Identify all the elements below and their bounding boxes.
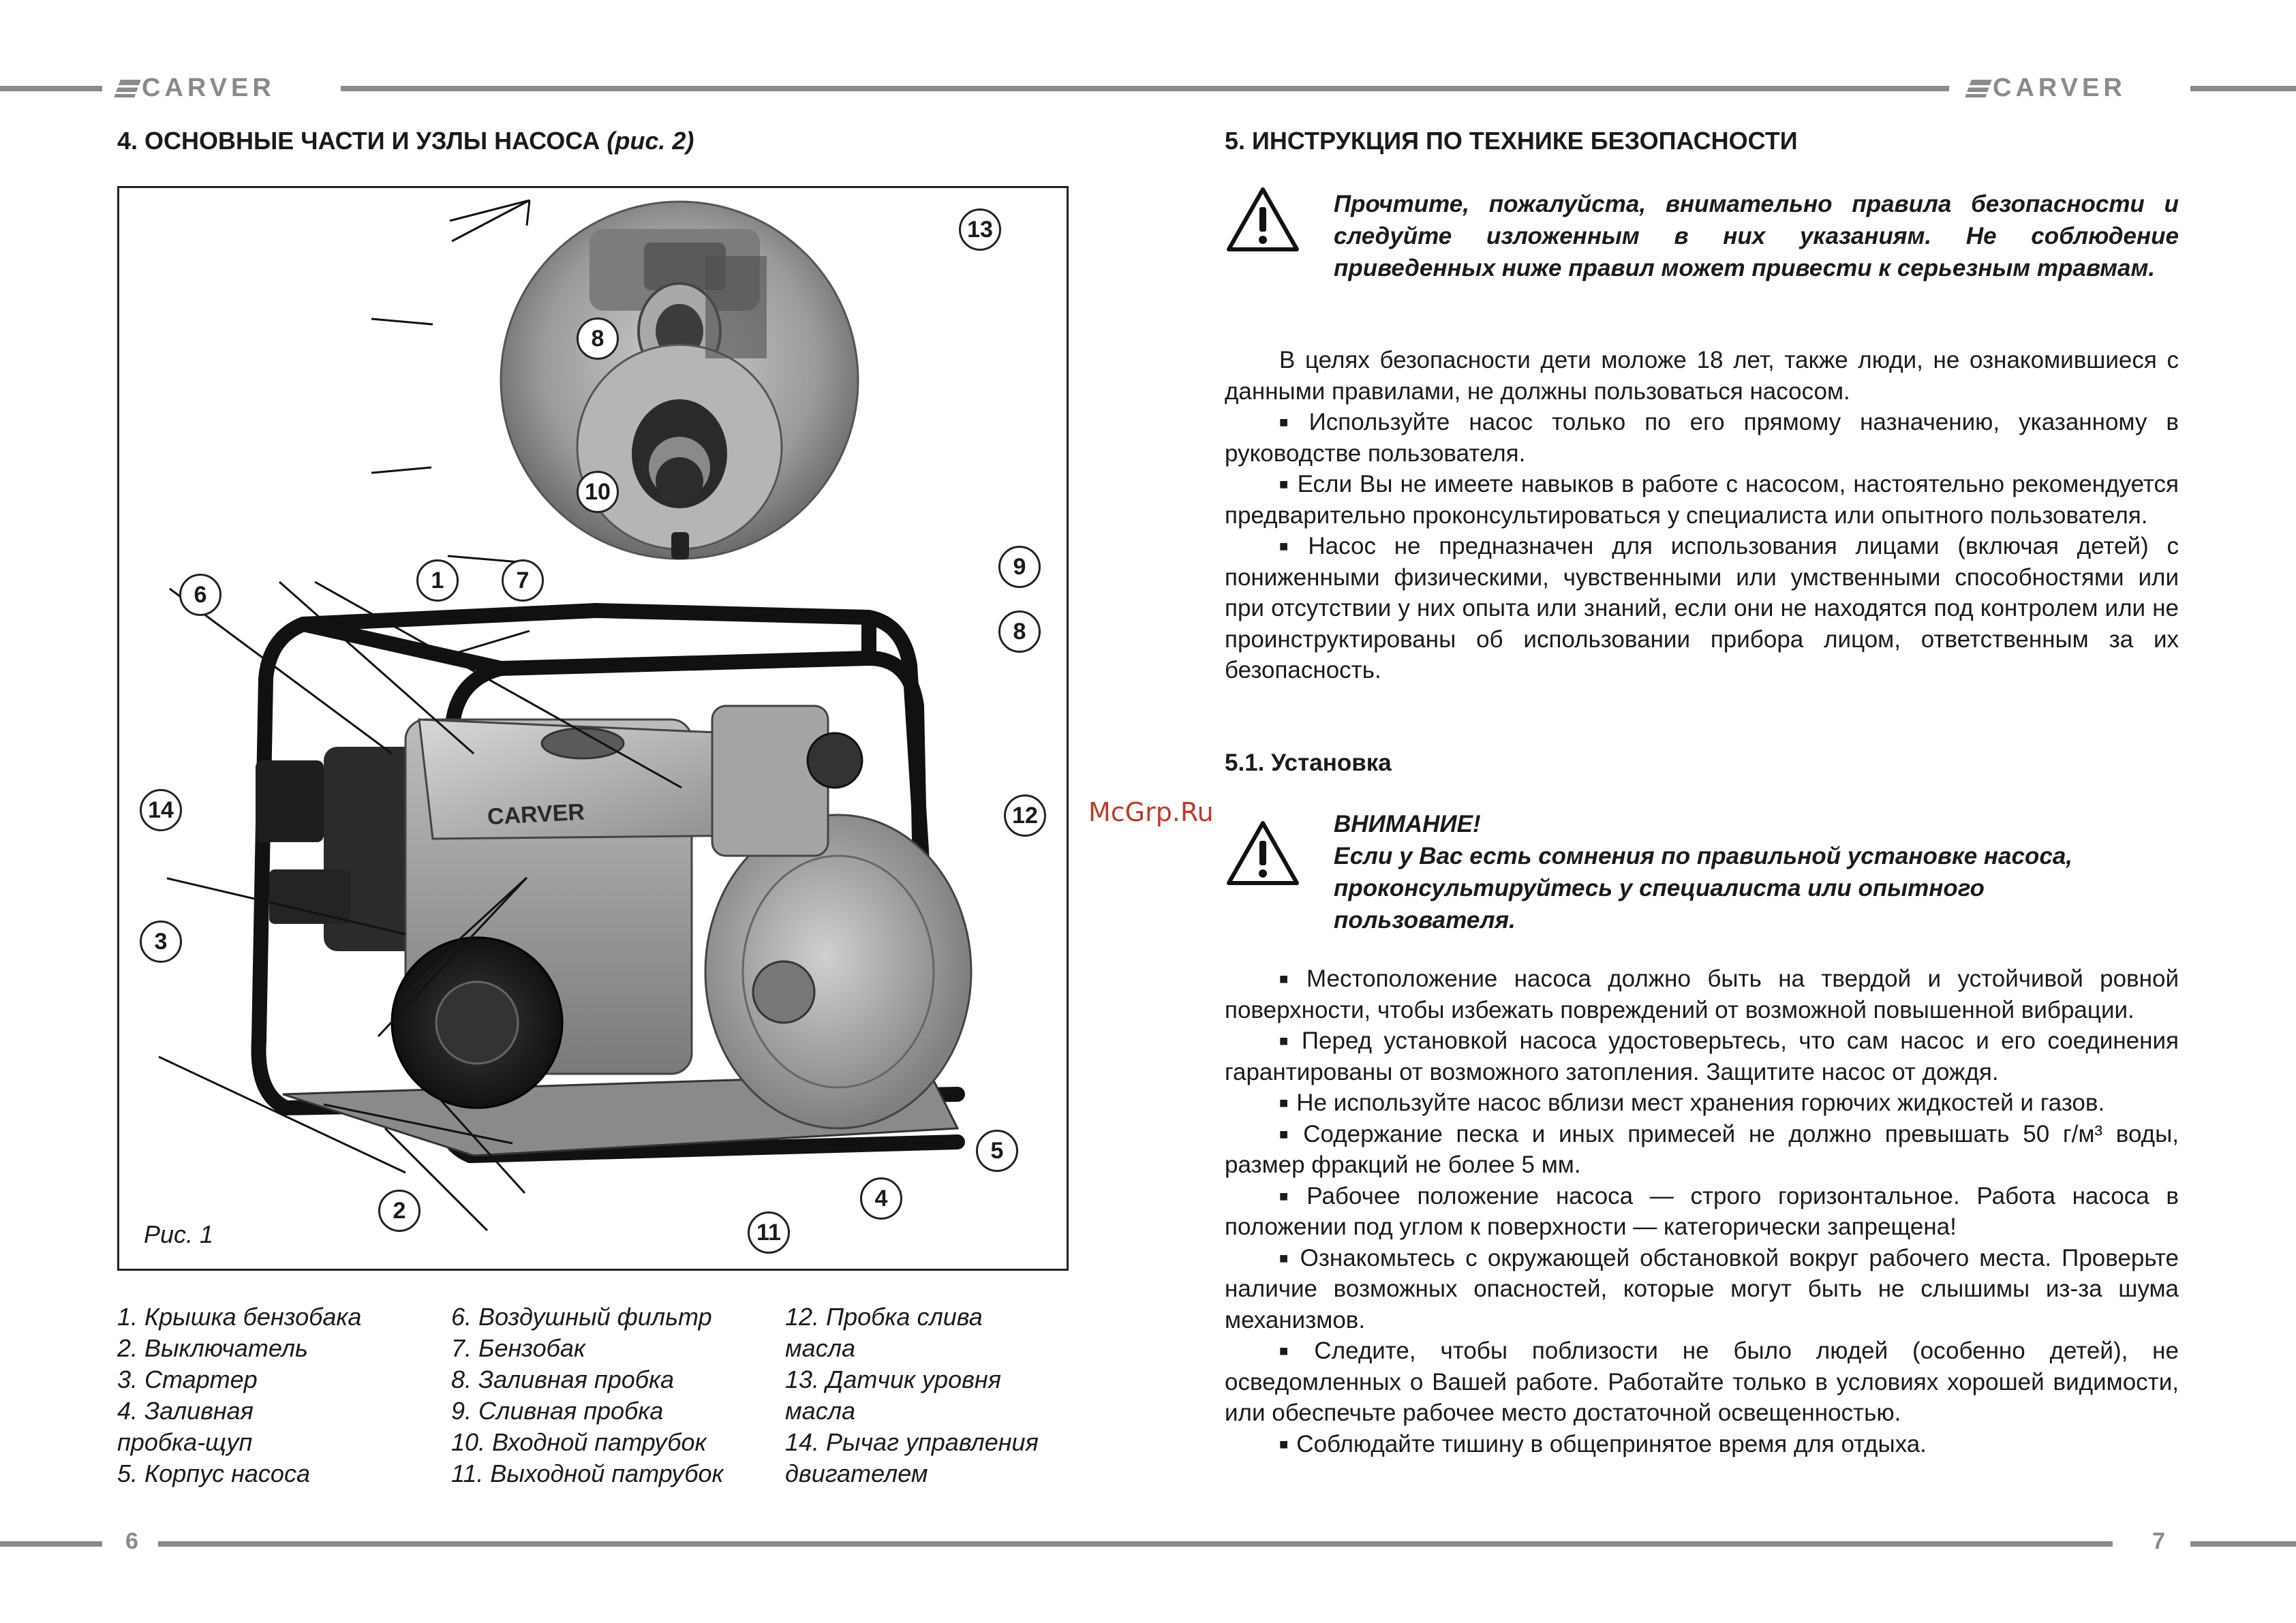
section-4-title: 4. ОСНОВНЫЕ ЧАСТИ И УЗЛЫ НАСОСА (117, 127, 600, 155)
pump-housing (705, 706, 971, 1128)
legend-item: 11. Выходной патрубок (451, 1459, 724, 1487)
legend-item: 6. Воздушный фильтр (451, 1303, 712, 1331)
page-number-right: 7 (2152, 1528, 2165, 1554)
callout-9: 9 (998, 546, 1041, 588)
installation-warning-line: Если у Вас есть сомнения по правильной установке насоса, (1334, 843, 2073, 869)
bullet-item: ■ Содержание песка и иных примесей не должно превышать 50 г/м³ воды, размер фракций не более 5 мм. (1225, 1119, 2179, 1181)
legend-item: масла (785, 1397, 856, 1425)
brand-logo-right (1968, 74, 2126, 103)
section-4-heading (117, 127, 694, 155)
installation-warning-line: пользователя. (1334, 907, 1516, 933)
legend-column-3 (785, 1301, 1039, 1489)
bullet-item: ■ Соблюдайте тишину в общепринятое время для отдыха. (1225, 1429, 2179, 1460)
legend-item: 8. Заливная пробка (451, 1365, 675, 1393)
watermark: McGrp.Ru (1088, 797, 1214, 827)
inset-detail (501, 202, 858, 559)
callout-13: 12 (1004, 794, 1046, 837)
section-5-heading: 5. ИНСТРУКЦИЯ ПО ТЕХНИКЕ БЕЗОПАСНОСТИ (1225, 127, 1798, 155)
bullet-item: ■ Рабочее положение насоса — строго горизонтальное. Работа насоса в положении под углом к поверхности — категорически запрещена! (1225, 1181, 2179, 1243)
engine-brand-label: CARVER (487, 799, 585, 831)
legend-item: 4. Заливная (117, 1397, 254, 1425)
safety-warning-text: Прочтите, пожалуйста, внимательно правила безопасности и следуйте изложенным в них указаниям. Не соблюдение приведенных ниже правил может привести к серьезным травмам. (1334, 191, 2179, 281)
legend-item: 3. Стартер (117, 1365, 258, 1393)
bullet-item: ■ Местоположение насоса должно быть на твердой и устойчивой ровной поверхности, чтобы избежать повреждений от возможной повышенной вибрации. (1225, 963, 2179, 1025)
brand-logo-text: CARVER (1993, 74, 2126, 102)
callout-12: 11 (748, 1211, 790, 1254)
footer-rule-long (158, 1541, 2113, 1547)
subsection-5-1-heading: 5.1. Установка (1225, 749, 1392, 776)
installation-warning (1334, 808, 2179, 936)
callout-8: 8 (998, 610, 1041, 653)
callout-14: 14 (140, 789, 182, 831)
callout-5: 5 (976, 1130, 1018, 1172)
callout-6: 6 (179, 574, 221, 616)
brand-logo-left (117, 74, 275, 103)
bullet-item: ■ Насос не предназначен для использования лицами (включая детей) с пониженными физическими, чувственными или умственными способностями или при отсутствии у них опыта или знаний, если они не находятся под контролем или не проинструктированы об использовании прибора лицом, ответственным за их безопасность. (1225, 531, 2179, 686)
warning-icon (1225, 185, 1301, 253)
legend-item: пробка-щуп (117, 1428, 253, 1456)
callout-7: 7 (502, 559, 544, 602)
paragraph: В целях безопасности дети моложе 18 лет, также люди, не ознакомившиеся с данными правилами, не должны пользоваться насосом. (1225, 347, 2179, 405)
legend-column-2 (451, 1301, 724, 1489)
callout-1: 1 (416, 559, 459, 602)
legend-column-1 (117, 1301, 361, 1489)
bullet-item: ■ Используйте насос только по его прямому назначению, указанному в руководстве пользователя. (1225, 407, 2179, 469)
header-rule-left-long (341, 86, 1949, 91)
installation-warning-line: проконсультируйтесь у специалиста или опытного (1334, 875, 1985, 901)
callout-4: 4 (860, 1177, 902, 1220)
legend-item: 9. Сливная пробка (451, 1397, 664, 1425)
pump-figure (117, 186, 1069, 1271)
callout-11: 13 (959, 208, 1001, 251)
brand-mark-icon (1965, 80, 1991, 97)
callout-8-inset: 8 (577, 318, 619, 360)
legend-item: масла (785, 1334, 856, 1362)
callout-10: 10 (577, 471, 619, 513)
bullet-item: ■ Перед установкой насоса удостоверьтесь, что сам насос и его соединения гарантированы от возможного затопления. Защитите насос от дождя. (1225, 1025, 2179, 1087)
header-rule-left-short (0, 86, 102, 91)
legend-item: 1. Крышка бензобака (117, 1303, 362, 1331)
legend-item: 13. Датчик уровня (785, 1365, 1001, 1393)
legend-item: 7. Бензобак (451, 1334, 585, 1362)
engine (256, 720, 760, 1108)
brand-logo-text: CARVER (142, 74, 275, 102)
section-4-figure-ref: (рис. 2) (607, 127, 694, 155)
legend-item: двигателем (785, 1459, 928, 1487)
safety-paragraphs (1225, 345, 2179, 686)
warning-icon (1225, 819, 1301, 887)
bullet-item: ■ Не используйте насос вблизи мест хранения горючих жидкостей и газов. (1225, 1087, 2179, 1119)
page-number-left: 6 (125, 1528, 138, 1554)
legend-item: 2. Выключатель (117, 1334, 308, 1362)
brand-mark-icon (114, 80, 140, 97)
legend-item: 14. Рычаг управления (785, 1428, 1039, 1456)
callout-2: 2 (378, 1190, 420, 1232)
installation-warning-title: ВНИМАНИЕ! (1334, 811, 1481, 837)
legend-item: 5. Корпус насоса (117, 1459, 310, 1487)
header-rule-right-short (2190, 86, 2296, 91)
legend-item: 12. Пробка слива (785, 1303, 983, 1331)
footer-rule-left-short (0, 1541, 102, 1547)
callout-3: 3 (140, 921, 182, 963)
installation-paragraphs (1225, 963, 2179, 1459)
bullet-item: ■ Если Вы не имеете навыков в работе с насосом, настоятельно рекомендуется предварительно проконсультироваться у специалиста или опытного пользователя. (1225, 469, 2179, 531)
legend-item: 10. Входной патрубок (451, 1428, 707, 1456)
footer-rule-right-short (2190, 1541, 2296, 1547)
bullet-item: ■ Следите, чтобы поблизости не было людей (особенно детей), не осведомленных о Вашей работе. Работайте только в условиях хорошей видимости, или обеспечьте рабочее место достаточной освещенностью. (1225, 1335, 2179, 1429)
figure-caption: Рис. 1 (144, 1220, 214, 1248)
bullet-item: ■ Ознакомьтесь с окружающей обстановкой вокруг рабочего места. Проверьте наличие возможных опасностей, которые могут быть не слышимы из-за шума механизмов. (1225, 1243, 2179, 1336)
